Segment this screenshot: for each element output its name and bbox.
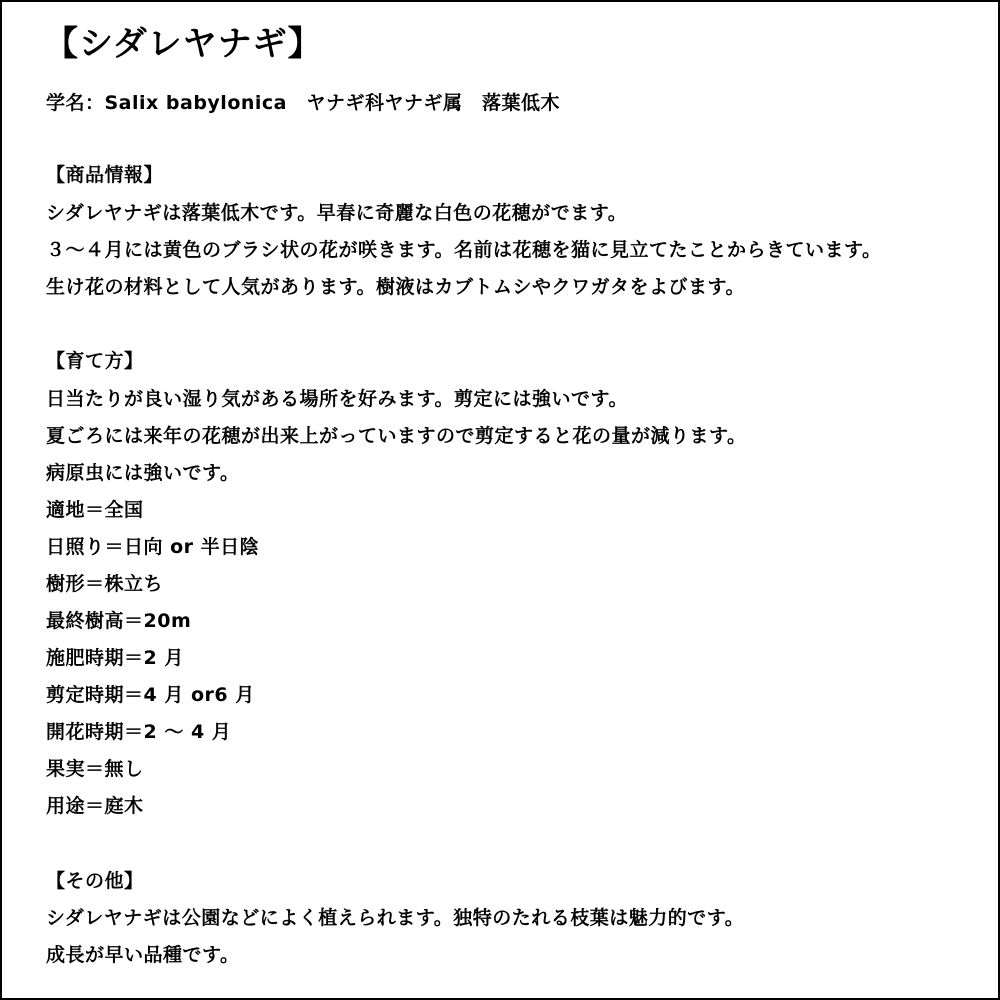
other-line-1: シダレヤナギは公園などによく植えられます。独特のたれる枝葉は魅力的です。 <box>46 907 745 929</box>
care-sunlight: 日照り＝日向 or 半日陰 <box>46 536 260 558</box>
product-info-line-3: 生け花の材料として人気があります。樹液はカブトムシやクワガタをよびます。 <box>46 276 745 298</box>
care-use: 用途＝庭木 <box>46 795 144 817</box>
care-final-height: 最終樹高＝20m <box>46 610 192 632</box>
care-fruit: 果実＝無し <box>46 758 144 780</box>
page-title: 【シダレヤナギ】 <box>44 24 323 64</box>
product-info-heading: 【商品情報】 <box>46 164 164 186</box>
care-fertilizer-time: 施肥時期＝2 月 <box>46 647 184 669</box>
other-heading: 【その他】 <box>46 870 144 892</box>
care-line-2: 夏ごろには来年の花穂が出来上がっていますので剪定すると花の量が減ります。 <box>46 425 747 447</box>
care-pruning-time: 剪定時期＝4 月 or6 月 <box>46 684 255 706</box>
product-info-line-2: ３～４月には黄色のブラシ状の花が咲きます。名前は花穂を猫に見立てたことからきています。 <box>46 239 882 261</box>
care-tree-shape: 樹形＝株立ち <box>46 573 164 595</box>
product-info-line-1: シダレヤナギは落葉低木です。早春に奇麗な白色の花穂がでます。 <box>46 202 628 224</box>
care-suitable-area: 適地＝全国 <box>46 499 144 521</box>
care-line-1: 日当たりが良い湿り気がある場所を好みます。剪定には強いです。 <box>46 388 628 410</box>
other-line-2: 成長が早い品種です。 <box>46 944 240 966</box>
scientific-name-line: 学名：Salix babylonica ヤナギ科ヤナギ属 落葉低木 <box>46 92 560 114</box>
care-flowering-time: 開花時期＝2 ～ 4 月 <box>46 721 232 743</box>
care-heading: 【育て方】 <box>46 350 144 372</box>
care-line-3: 病原虫には強いです。 <box>46 462 240 484</box>
